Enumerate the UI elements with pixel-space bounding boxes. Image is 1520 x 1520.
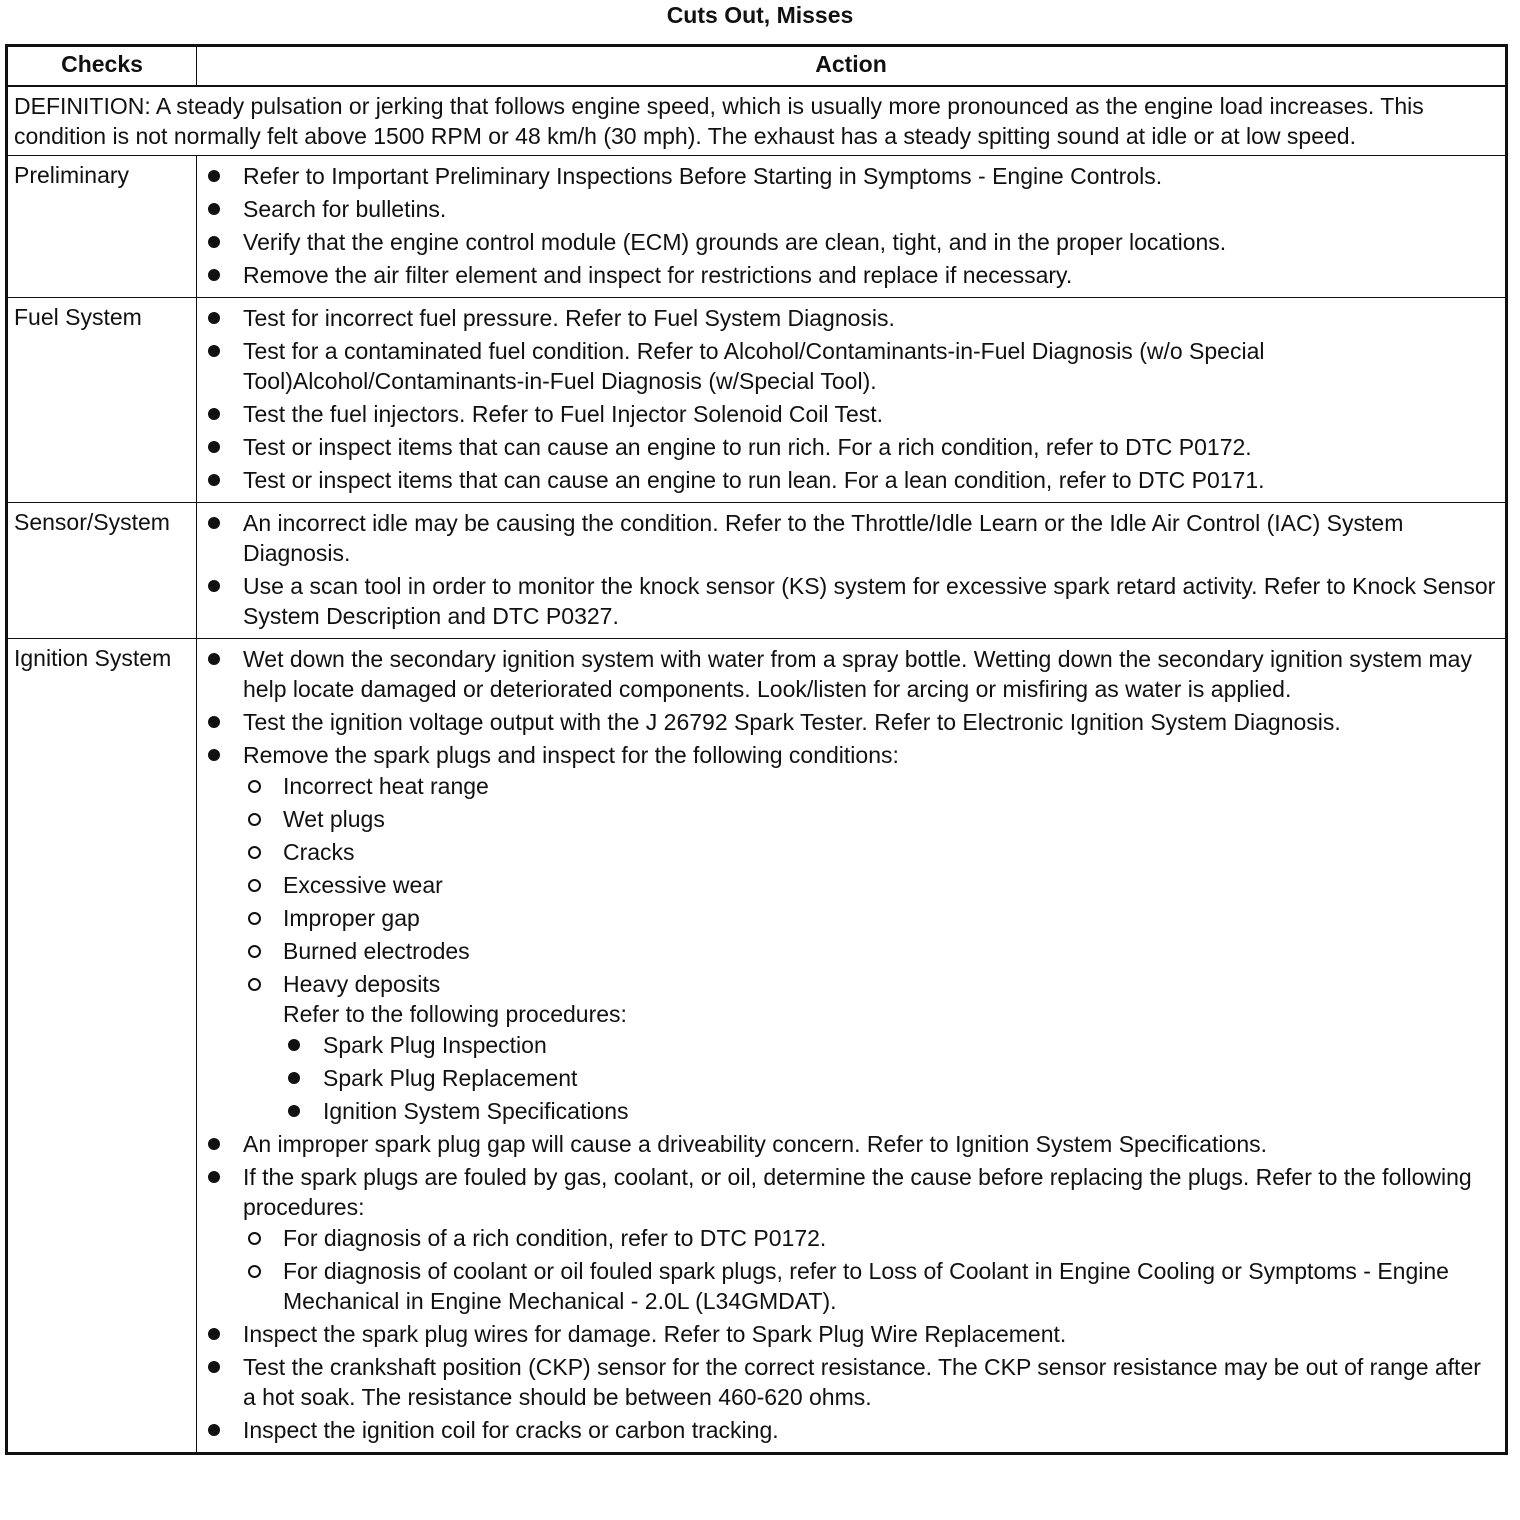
list-item: Refer to Important Preliminary Inspections Before Starting in Symptoms - Engine Controls. — [203, 161, 1499, 191]
sub-list-item: Burned electrodes — [243, 936, 1499, 966]
hollow-bullet-icon — [248, 813, 261, 826]
hollow-bullet-icon — [248, 945, 261, 958]
bullet-icon — [208, 1171, 220, 1183]
hollow-bullet-icon — [248, 1232, 261, 1245]
action-cell-fuel-system — [197, 298, 1507, 503]
list-item: Verify that the engine control module (ECM) grounds are clean, tight, and in the proper locations. — [203, 227, 1499, 257]
bullet-icon — [288, 1072, 300, 1084]
procedure-item: Ignition System Specifications — [283, 1096, 1499, 1126]
bullet-icon — [208, 653, 220, 665]
definition-text: DEFINITION: A steady pulsation or jerking that follows engine speed, which is usually more pronounced as the engine load increases. This condition is not normally felt above 1500 RPM or 48 km/h (30 mph). The exhaust has a steady spitting sound at idle or at low speed. — [7, 86, 1507, 156]
sub-list-item: For diagnosis of a rich condition, refer to DTC P0172. — [243, 1223, 1499, 1253]
sub-list-item: Wet plugs — [243, 804, 1499, 834]
hollow-bullet-icon — [248, 912, 261, 925]
bullet-icon — [208, 716, 220, 728]
sub-list-item: Incorrect heat range — [243, 771, 1499, 801]
list-item: Test the ignition voltage output with the J 26792 Spark Tester. Refer to Electronic Ignition System Diagnosis. — [203, 707, 1499, 737]
procedures-note: Refer to the following procedures: — [283, 1001, 627, 1027]
bullet-icon — [208, 170, 220, 182]
bullet-icon — [208, 269, 220, 281]
list-item: Inspect the spark plug wires for damage. Refer to Spark Plug Wire Replacement. — [203, 1319, 1499, 1349]
procedure-item: Spark Plug Inspection — [283, 1030, 1499, 1060]
header-row — [7, 46, 1507, 87]
action-cell-ignition-system — [197, 639, 1507, 1454]
list-item: An improper spark plug gap will cause a driveability concern. Refer to Ignition System Specifications. — [203, 1129, 1499, 1159]
list-item: Test or inspect items that can cause an engine to run rich. For a rich condition, refer to DTC P0172. — [203, 432, 1499, 462]
bullet-icon — [208, 441, 220, 453]
list-item: Test for a contaminated fuel condition. Refer to Alcohol/Contaminants-in-Fuel Diagnosis (w/o Special Tool)Alcohol/Contaminants-in-Fuel Diagnosis (w/Special Tool). — [203, 336, 1499, 396]
check-label-sensor-system: Sensor/System — [7, 503, 197, 639]
hollow-bullet-icon — [248, 978, 261, 991]
hollow-bullet-icon — [248, 879, 261, 892]
bullet-icon — [208, 474, 220, 486]
list-item: Test the fuel injectors. Refer to Fuel Injector Solenoid Coil Test. — [203, 399, 1499, 429]
bullet-icon — [208, 1361, 220, 1373]
checks-header: Checks — [7, 46, 197, 87]
bullet-icon — [288, 1039, 300, 1051]
bullet-icon — [208, 312, 220, 324]
diagnostic-table — [5, 44, 1508, 1455]
list-item: Test for incorrect fuel pressure. Refer to Fuel System Diagnosis. — [203, 303, 1499, 333]
page-title: Cuts Out, Misses — [666, 2, 854, 28]
bullet-icon — [208, 408, 220, 420]
list-item: Inspect the ignition coil for cracks or carbon tracking. — [203, 1415, 1499, 1445]
bullet-icon — [208, 345, 220, 357]
check-label-ignition-system: Ignition System — [7, 639, 197, 1454]
hollow-bullet-icon — [248, 1265, 261, 1278]
hollow-bullet-icon — [248, 780, 261, 793]
list-item: Wet down the secondary ignition system with water from a spray bottle. Wetting down the secondary ignition system may help locate damaged or deteriorated components. Look/listen for arcing or misfiring as water is applied. — [203, 644, 1499, 704]
table-row — [7, 156, 1507, 298]
list-item: Use a scan tool in order to monitor the knock sensor (KS) system for excessive spark retard activity. Refer to Knock Sensor System Description and DTC P0327. — [203, 571, 1499, 631]
hollow-bullet-icon — [248, 846, 261, 859]
list-item: If the spark plugs are fouled by gas, coolant, or oil, determine the cause before replacing the plugs. Refer to the following procedures: For diagnosis of a rich condition, refer to DTC P0172. For diagnosis of coolant or oil fouled spark plugs, refer to Loss of Coolant in Engine Cooling or Symptoms - Engine Mechanical in Engine Mechanical - 2.0L (L34GMDAT). — [203, 1162, 1499, 1316]
sub-list-item: For diagnosis of coolant or oil fouled spark plugs, refer to Loss of Coolant in Engine Cooling or Symptoms - Engine Mechanical in Engine Mechanical - 2.0L (L34GMDAT). — [243, 1256, 1499, 1316]
sub-list-item: Excessive wear — [243, 870, 1499, 900]
list-item: An incorrect idle may be causing the condition. Refer to the Throttle/Idle Learn or the Idle Air Control (IAC) System Diagnosis. — [203, 508, 1499, 568]
table-row — [7, 503, 1507, 639]
bullet-icon — [208, 517, 220, 529]
bullet-icon — [208, 1424, 220, 1436]
action-header: Action — [197, 46, 1507, 87]
check-label-fuel-system: Fuel System — [7, 298, 197, 503]
list-item: Test the crankshaft position (CKP) sensor for the correct resistance. The CKP sensor resistance may be out of range after a hot soak. The resistance should be between 460-620 ohms. — [203, 1352, 1499, 1412]
table-row — [7, 639, 1507, 1454]
bullet-icon — [208, 749, 220, 761]
bullet-icon — [208, 236, 220, 248]
list-item: Remove the spark plugs and inspect for the following conditions: Incorrect heat range Wet plugs Cracks Excessive wear Improper gap Burned electrodes Heavy deposits Refer to the following procedures: Spark Plug Inspection Spark Plug Replacement Ignition System Specifications — [203, 740, 1499, 1126]
bullet-icon — [208, 1138, 220, 1150]
bullet-icon — [288, 1105, 300, 1117]
list-item: Remove the air filter element and inspect for restrictions and replace if necessary. — [203, 260, 1499, 290]
check-label-preliminary: Preliminary — [7, 156, 197, 298]
action-cell-preliminary — [197, 156, 1507, 298]
sub-list-item: Cracks — [243, 837, 1499, 867]
bullet-icon — [208, 203, 220, 215]
sub-list-item: Improper gap — [243, 903, 1499, 933]
table-row — [7, 298, 1507, 503]
procedure-item: Spark Plug Replacement — [283, 1063, 1499, 1093]
definition-row — [7, 86, 1507, 156]
sub-list-item: Heavy deposits Refer to the following procedures: Spark Plug Inspection Spark Plug Replacement Ignition System Specifications — [243, 969, 1499, 1126]
action-cell-sensor-system — [197, 503, 1507, 639]
list-item: Test or inspect items that can cause an engine to run lean. For a lean condition, refer to DTC P0171. — [203, 465, 1499, 495]
list-item: Search for bulletins. — [203, 194, 1499, 224]
bullet-icon — [208, 580, 220, 592]
bullet-icon — [208, 1328, 220, 1340]
